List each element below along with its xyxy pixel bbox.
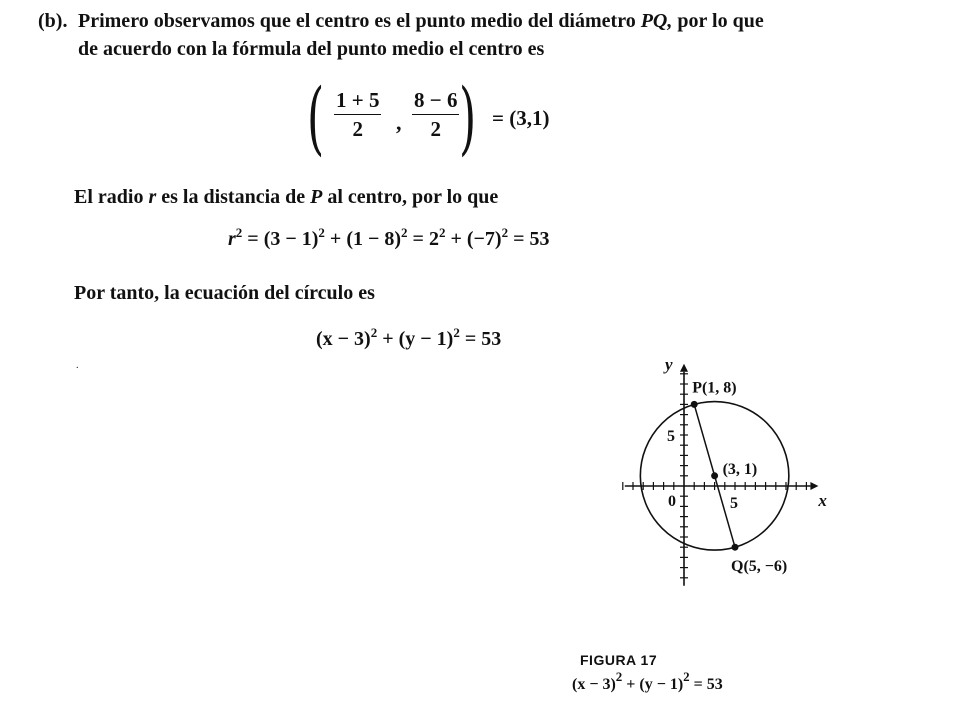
close-paren: )	[459, 71, 477, 164]
center-label: (3, 1)	[722, 460, 758, 478]
conclusion-sentence: Por tanto, la ecuación del círculo es	[74, 282, 375, 304]
exponent: 2	[401, 225, 408, 240]
y-axis-arrow	[680, 364, 688, 372]
point-p-label: P(1, 8)	[692, 379, 737, 397]
figure-caption-title: FIGURA 17	[580, 652, 658, 668]
r-symbol: r	[228, 228, 236, 250]
point-p-symbol: P	[310, 186, 323, 208]
exponent: 2	[438, 225, 446, 240]
exponent: 2	[501, 225, 509, 240]
term: = 53	[508, 228, 550, 250]
y-axis-label: y	[665, 354, 673, 374]
fraction-x-numerator: 1 + 5	[334, 86, 381, 115]
origin-label: 0	[668, 493, 676, 510]
stray-mark: .	[76, 360, 79, 371]
segment-pq: PQ,	[640, 10, 673, 32]
exponent: 2	[453, 325, 460, 340]
figure-caption-equation	[572, 669, 723, 694]
exponent: 2	[615, 669, 623, 684]
term: (x − 3)	[316, 328, 371, 350]
radius-text: El radio	[74, 186, 149, 208]
term: = 53	[689, 676, 723, 693]
radius-symbol: r	[148, 186, 157, 208]
part-label: (b).	[38, 10, 68, 32]
radius-text-3: al centro, por lo que	[322, 186, 499, 208]
term: + (y − 1)	[622, 676, 684, 693]
fraction-y-numerator: 8 − 6	[412, 86, 459, 115]
x-axis-label: x	[818, 491, 827, 510]
point-center	[711, 472, 718, 479]
open-paren: (	[307, 71, 325, 164]
term: + (1 − 8)	[324, 228, 402, 250]
y-tick-label: 5	[667, 428, 675, 445]
intro-text: Primero observamos que el centro es el punto medio del diámetro	[78, 10, 641, 32]
exponent: 2	[683, 669, 690, 684]
comma: ,	[396, 110, 402, 135]
intro-line-2: de acuerdo con la fórmula del punto medio el centro es	[78, 38, 545, 60]
term: = 2	[407, 228, 439, 250]
term: = (3 − 1)	[242, 228, 319, 250]
term: + (−7)	[445, 228, 502, 250]
x-tick-label: 5	[730, 495, 738, 512]
fraction-x-denominator: 2	[352, 117, 363, 141]
intro-text-end: por lo que	[672, 10, 764, 32]
point-q-label: Q(5, −6)	[731, 558, 788, 576]
exponent: 2	[235, 225, 243, 240]
term: (x − 3)	[572, 676, 616, 693]
x-axis-arrow	[810, 482, 818, 490]
term: + (y − 1)	[377, 328, 454, 350]
point-p	[691, 401, 698, 408]
point-q	[732, 544, 739, 551]
fraction-y-denominator: 2	[430, 117, 441, 141]
radius-text-2: es la distancia de	[156, 186, 311, 208]
exponent: 2	[370, 325, 378, 340]
exponent: 2	[318, 225, 325, 240]
midpoint-result: = (3,1)	[492, 106, 550, 130]
term: = 53	[459, 328, 502, 350]
